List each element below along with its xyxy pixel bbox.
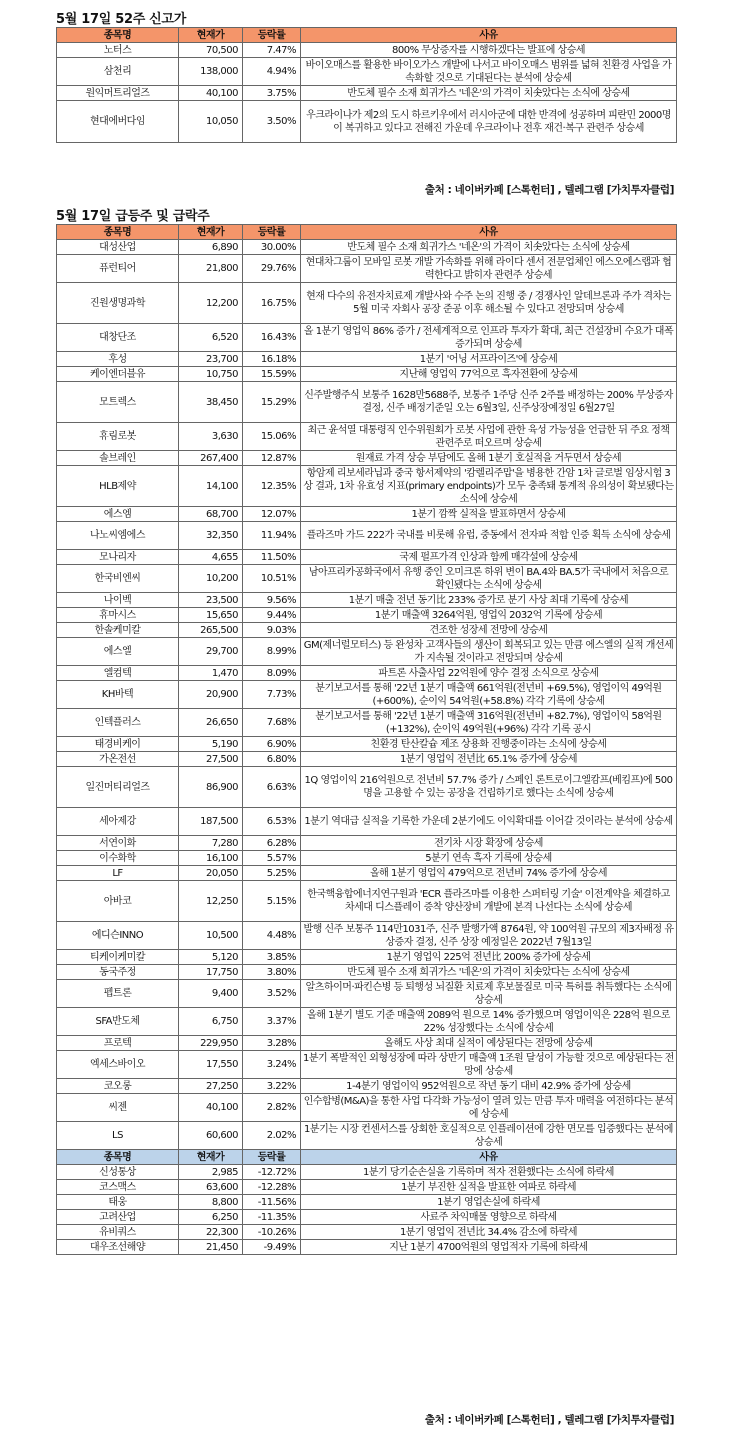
reason-cell: 반도체 필수 소재 희귀가스 '네온'의 가격이 치솟았다는 소식에 상승세 bbox=[301, 86, 677, 101]
price-cell: 8,800 bbox=[179, 1195, 243, 1210]
change-rate-cell: 8.99% bbox=[243, 638, 301, 666]
table-row bbox=[57, 1122, 677, 1150]
reason-cell: 국제 펄프가격 인상과 함께 매각설에 상승세 bbox=[301, 550, 677, 565]
table-row bbox=[57, 324, 677, 352]
reason-cell: 발행 신주 보통주 114만1031주, 신주 발행가액 8764원, 약 100억원 규모의 제3자배정 유상증자 결정, 신주 상장 예정일은 2022년 7월13일 bbox=[301, 922, 677, 950]
change-rate-cell: 6.63% bbox=[243, 767, 301, 808]
change-rate-cell: 3.24% bbox=[243, 1051, 301, 1079]
price-cell: 138,000 bbox=[179, 58, 243, 86]
reason-cell: 친환경 탄산칼슘 제조 상용화 진행중이라는 소식에 상승세 bbox=[301, 737, 677, 752]
change-rate-cell: 30.00% bbox=[243, 240, 301, 255]
price-cell: 9,400 bbox=[179, 980, 243, 1008]
reason-cell: 1분기 매출 전년 동기比 233% 증가로 분기 사상 최대 기록에 상승세 bbox=[301, 593, 677, 608]
stock-name-cell: 휴마시스 bbox=[57, 608, 179, 623]
price-cell: 7,280 bbox=[179, 836, 243, 851]
price-cell: 40,100 bbox=[179, 1094, 243, 1122]
price-cell: 70,500 bbox=[179, 43, 243, 58]
stock-name-cell: 한국비엔씨 bbox=[57, 565, 179, 593]
stock-name-cell: 인텍플러스 bbox=[57, 709, 179, 737]
reason-cell: 올해도 사상 최대 실적이 예상된다는 전망에 상승세 bbox=[301, 1036, 677, 1051]
table-row bbox=[57, 86, 677, 101]
reason-cell: 현재 다수의 유전자치료제 개발사와 수주 논의 진행 중 / 경쟁사인 알데브론과 주가 격차는 5월 미국 자회사 공장 준공 이후 해소될 수 있다고 전망되며 상승세 bbox=[301, 283, 677, 324]
reason-cell: 알츠하이머·파킨슨병 등 퇴행성 뇌질환 치료제 후보물질로 미국 특허를 취득했다는 소식에 상승세 bbox=[301, 980, 677, 1008]
reason-cell: 우크라이나가 제2의 도시 하르키우에서 러시아군에 대한 반격에 성공하며 피란민 2000명이 복귀하고 있다고 전해진 가운데 우크라이나 전후 재건·복구 관련주 상승세 bbox=[301, 101, 677, 143]
price-cell: 60,600 bbox=[179, 1122, 243, 1150]
reason-cell: 반도체 필수 소재 희귀가스 '네온'의 가격이 치솟았다는 소식에 상승세 bbox=[301, 240, 677, 255]
header-stock-name: 종목명 bbox=[57, 225, 179, 240]
change-rate-cell: 3.85% bbox=[243, 950, 301, 965]
stock-name-cell: 씨젠 bbox=[57, 1094, 179, 1122]
reason-cell: 1분기 영업손실에 하락세 bbox=[301, 1195, 677, 1210]
price-cell: 10,500 bbox=[179, 922, 243, 950]
stock-name-cell: 솔브레인 bbox=[57, 451, 179, 466]
reason-cell: 1Q 영업이익 216억원으로 전년비 57.7% 증가 / 스페인 론트로이그엘캄프(베킴프)에 500명을 고용할 수 있는 공장을 건립하기로 했다는 소식에 상승세 bbox=[301, 767, 677, 808]
reason-cell: 1분기 영업익 225억 전년比 200% 증가에 상승세 bbox=[301, 950, 677, 965]
price-cell: 26,650 bbox=[179, 709, 243, 737]
price-cell: 21,800 bbox=[179, 255, 243, 283]
change-rate-cell: 3.75% bbox=[243, 86, 301, 101]
price-cell: 21,450 bbox=[179, 1240, 243, 1255]
reason-cell: 파트론 사출사업 22억원에 양수 결정 소식으로 상승세 bbox=[301, 666, 677, 681]
price-cell: 10,200 bbox=[179, 565, 243, 593]
reason-cell: 바이오매스를 활용한 바이오가스 개발에 나서고 바이오매스 범위를 넓혀 친환경 사업을 가속화할 것으로 기대된다는 분석에 상승세 bbox=[301, 58, 677, 86]
change-rate-cell: 5.57% bbox=[243, 851, 301, 866]
table-row bbox=[57, 1195, 677, 1210]
change-rate-cell: -11.56% bbox=[243, 1195, 301, 1210]
change-rate-cell: 12.87% bbox=[243, 451, 301, 466]
stock-name-cell: 노터스 bbox=[57, 43, 179, 58]
reason-cell: 분기보고서를 통해 '22년 1분기 매출액 316억원(전년비 +82.7%), 영업이익 58억원(+132%), 순이익 49억원(+96%) 각각 기록 공시 bbox=[301, 709, 677, 737]
table-row bbox=[57, 980, 677, 1008]
table-row bbox=[57, 466, 677, 507]
change-rate-cell: -12.72% bbox=[243, 1165, 301, 1180]
reason-cell: 1분기 '어닝 서프라이즈'에 상승세 bbox=[301, 352, 677, 367]
reason-cell: 한국핵융합에너지연구원과 'ECR 플라즈마를 이용한 스퍼터링 기술' 이전계약을 체결하고 차세대 디스플레이 증착 양산장비 개발에 본격 나선다는 소식에 상승세 bbox=[301, 881, 677, 922]
table-row bbox=[57, 550, 677, 565]
stock-name-cell: 프로텍 bbox=[57, 1036, 179, 1051]
table-row bbox=[57, 255, 677, 283]
price-cell: 267,400 bbox=[179, 451, 243, 466]
table-row bbox=[57, 851, 677, 866]
change-rate-cell: 3.52% bbox=[243, 980, 301, 1008]
reason-cell: 인수합병(M&A)을 통한 사업 다각화 가능성이 열려 있는 만큼 투자 매력을 여전하다는 분석에 상승세 bbox=[301, 1094, 677, 1122]
change-rate-cell: 29.76% bbox=[243, 255, 301, 283]
table-row bbox=[57, 423, 677, 451]
table-row bbox=[57, 1036, 677, 1051]
price-cell: 20,900 bbox=[179, 681, 243, 709]
change-rate-cell: 4.48% bbox=[243, 922, 301, 950]
price-cell: 32,350 bbox=[179, 522, 243, 550]
table-row bbox=[57, 836, 677, 851]
table-row bbox=[57, 1210, 677, 1225]
change-rate-cell: 12.07% bbox=[243, 507, 301, 522]
reason-cell: GM(제너럴모터스) 등 완성차 고객사들의 생산이 회복되고 있는 만큼 에스엘의 실적 개선세가 지속될 것이라고 전망되며 상승세 bbox=[301, 638, 677, 666]
section1-source: 출처 : 네이버카페 [스톡헌터] , 텔레그램 [가치투자클럽] bbox=[424, 184, 674, 196]
stock-name-cell: 엘컴텍 bbox=[57, 666, 179, 681]
price-cell: 86,900 bbox=[179, 767, 243, 808]
header-reason: 사유 bbox=[301, 225, 677, 240]
price-cell: 17,550 bbox=[179, 1051, 243, 1079]
price-cell: 6,750 bbox=[179, 1008, 243, 1036]
table-row bbox=[57, 638, 677, 666]
reason-cell: 1분기 영업익 전년比 34.4% 감소에 하락세 bbox=[301, 1225, 677, 1240]
change-rate-cell: -10.26% bbox=[243, 1225, 301, 1240]
stock-name-cell: 나이벡 bbox=[57, 593, 179, 608]
table-row bbox=[57, 507, 677, 522]
stock-name-cell: 동국주정 bbox=[57, 965, 179, 980]
table-row bbox=[57, 451, 677, 466]
table-row bbox=[57, 950, 677, 965]
table-row bbox=[57, 965, 677, 980]
change-rate-cell: 7.73% bbox=[243, 681, 301, 709]
price-cell: 1,470 bbox=[179, 666, 243, 681]
table-row bbox=[57, 1225, 677, 1240]
price-cell: 10,050 bbox=[179, 101, 243, 143]
reason-cell: 1분기 부진한 실적을 발표한 여파로 하락세 bbox=[301, 1180, 677, 1195]
stock-name-cell: 대창단조 bbox=[57, 324, 179, 352]
table-row bbox=[57, 666, 677, 681]
section2-source: 출처 : 네이버카페 [스톡헌터] , 텔레그램 [가치투자클럽] bbox=[424, 1414, 674, 1426]
change-rate-cell: 10.51% bbox=[243, 565, 301, 593]
stock-name-cell: LS bbox=[57, 1122, 179, 1150]
change-rate-cell: 3.28% bbox=[243, 1036, 301, 1051]
reason-cell: 반도체 필수 소재 희귀가스 '네온'의 가격이 치솟았다는 소식에 상승세 bbox=[301, 965, 677, 980]
price-cell: 2,985 bbox=[179, 1165, 243, 1180]
stock-name-cell: 현대에버다임 bbox=[57, 101, 179, 143]
table-row bbox=[57, 101, 677, 143]
stock-name-cell: 에디슨INNO bbox=[57, 922, 179, 950]
table-row bbox=[57, 352, 677, 367]
new-high-table bbox=[56, 27, 677, 143]
header-reason: 사유 bbox=[301, 28, 677, 43]
reason-cell: 1분기 당기순손실을 기록하며 적자 전환했다는 소식에 하락세 bbox=[301, 1165, 677, 1180]
table-row bbox=[57, 681, 677, 709]
stock-name-cell: 아바코 bbox=[57, 881, 179, 922]
stock-name-cell: 이수화학 bbox=[57, 851, 179, 866]
table-row bbox=[57, 866, 677, 881]
change-rate-cell: 16.43% bbox=[243, 324, 301, 352]
header-change-rate: 등락률 bbox=[243, 28, 301, 43]
stock-name-cell: 유비쿼스 bbox=[57, 1225, 179, 1240]
table-row bbox=[57, 1051, 677, 1079]
table-row bbox=[57, 522, 677, 550]
table-row bbox=[57, 808, 677, 836]
table-row bbox=[57, 1094, 677, 1122]
stock-name-cell: 태웅 bbox=[57, 1195, 179, 1210]
reason-cell: 1분기 매출액 3264억원, 영업익 2032억 기록에 상승세 bbox=[301, 608, 677, 623]
stock-name-cell: 종목명 bbox=[57, 1150, 179, 1165]
change-rate-cell: -12.28% bbox=[243, 1180, 301, 1195]
price-cell: 3,630 bbox=[179, 423, 243, 451]
surge-plunge-table bbox=[56, 224, 677, 1255]
table-row bbox=[57, 1165, 677, 1180]
reason-cell: 1분기 폭발적인 외형성장에 따라 상반기 매출액 1조원 달성이 가능할 것으로 예상된다는 전망에 상승세 bbox=[301, 1051, 677, 1079]
reason-cell: 1분기 역대급 실적을 기록한 가운데 2분기에도 이익확대를 이어갈 것이라는 분석에 상승세 bbox=[301, 808, 677, 836]
stock-name-cell: 에스엘 bbox=[57, 638, 179, 666]
stock-name-cell: 티케이케미칼 bbox=[57, 950, 179, 965]
stock-name-cell: 진원생명과학 bbox=[57, 283, 179, 324]
reason-cell: 지난해 영업익 77억으로 흑자전환에 상승세 bbox=[301, 367, 677, 382]
change-rate-cell: 5.25% bbox=[243, 866, 301, 881]
stock-name-cell: 에스엠 bbox=[57, 507, 179, 522]
change-rate-cell: 9.44% bbox=[243, 608, 301, 623]
stock-name-cell: LF bbox=[57, 866, 179, 881]
change-rate-cell: 7.68% bbox=[243, 709, 301, 737]
reason-cell: 800% 무상증자를 시행하겠다는 발표에 상승세 bbox=[301, 43, 677, 58]
table-row bbox=[57, 367, 677, 382]
table-row bbox=[57, 240, 677, 255]
reason-cell: 올 1분기 영업익 86% 증가 / 전세계적으로 인프라 투자가 확대, 최근 건설장비 수요가 대폭 증가되며 상승세 bbox=[301, 324, 677, 352]
table-row bbox=[57, 922, 677, 950]
change-rate-cell: 3.22% bbox=[243, 1079, 301, 1094]
table-row bbox=[57, 623, 677, 638]
stock-name-cell: 케이엔더블유 bbox=[57, 367, 179, 382]
stock-name-cell: 퓨런티어 bbox=[57, 255, 179, 283]
change-rate-cell: 7.47% bbox=[243, 43, 301, 58]
stock-name-cell: KH바텍 bbox=[57, 681, 179, 709]
reason-cell: 최근 윤석열 대통령직 인수위원회가 로봇 사업에 관한 육성 가능성을 언급한 뒤 주요 정책 관련주로 떠오르며 상승세 bbox=[301, 423, 677, 451]
price-cell: 6,520 bbox=[179, 324, 243, 352]
price-cell: 20,050 bbox=[179, 866, 243, 881]
change-rate-cell: 9.56% bbox=[243, 593, 301, 608]
table-row bbox=[57, 382, 677, 423]
change-rate-cell: 등락률 bbox=[243, 1150, 301, 1165]
reason-cell: 올해 1분기 영업익 479억으로 전년비 74% 증가에 상승세 bbox=[301, 866, 677, 881]
stock-name-cell: SFA반도체 bbox=[57, 1008, 179, 1036]
table-row bbox=[57, 737, 677, 752]
stock-name-cell: 코스맥스 bbox=[57, 1180, 179, 1195]
stock-name-cell: 엑세스바이오 bbox=[57, 1051, 179, 1079]
change-rate-cell: 8.09% bbox=[243, 666, 301, 681]
header-change-rate: 등락률 bbox=[243, 225, 301, 240]
change-rate-cell: 3.50% bbox=[243, 101, 301, 143]
table-row bbox=[57, 565, 677, 593]
stock-name-cell: 원익머트리얼즈 bbox=[57, 86, 179, 101]
change-rate-cell: 2.82% bbox=[243, 1094, 301, 1122]
section1-title: 5월 17일 52주 신고가 bbox=[56, 12, 186, 27]
stock-name-cell: 삼천리 bbox=[57, 58, 179, 86]
price-cell: 63,600 bbox=[179, 1180, 243, 1195]
table-row bbox=[57, 1150, 677, 1165]
change-rate-cell: 11.94% bbox=[243, 522, 301, 550]
reason-cell: 1분기 깜짝 실적을 발표하면서 상승세 bbox=[301, 507, 677, 522]
reason-cell: 분기보고서를 통해 '22년 1분기 매출액 661억원(전년비 +69.5%), 영업이익 49억원(+600%), 순이익 54억원(+58.8%) 각각 기록에 상승세 bbox=[301, 681, 677, 709]
price-cell: 6,890 bbox=[179, 240, 243, 255]
price-cell: 6,250 bbox=[179, 1210, 243, 1225]
reason-cell: 1분기는 시장 컨센서스를 상회한 호실적으로 인플레이션에 강한 면모를 입증했다는 분석에 상승세 bbox=[301, 1122, 677, 1150]
price-cell: 15,650 bbox=[179, 608, 243, 623]
change-rate-cell: 11.50% bbox=[243, 550, 301, 565]
table-row bbox=[57, 58, 677, 86]
table-row bbox=[57, 709, 677, 737]
change-rate-cell: 5.15% bbox=[243, 881, 301, 922]
table-row bbox=[57, 593, 677, 608]
reason-cell: 지난 1분기 4700억원의 영업적자 기록에 하락세 bbox=[301, 1240, 677, 1255]
stock-name-cell: HLB제약 bbox=[57, 466, 179, 507]
reason-cell: 사유 bbox=[301, 1150, 677, 1165]
stock-name-cell: 신성통상 bbox=[57, 1165, 179, 1180]
section2-title: 5월 17일 급등주 및 급락주 bbox=[56, 209, 210, 224]
header-price: 현재가 bbox=[179, 28, 243, 43]
price-cell: 40,100 bbox=[179, 86, 243, 101]
stock-name-cell: 가온전선 bbox=[57, 752, 179, 767]
reason-cell: 5분기 연속 흑자 기록에 상승세 bbox=[301, 851, 677, 866]
change-rate-cell: 15.59% bbox=[243, 367, 301, 382]
price-cell: 68,700 bbox=[179, 507, 243, 522]
stock-name-cell: 대우조선해양 bbox=[57, 1240, 179, 1255]
table-row bbox=[57, 608, 677, 623]
price-cell: 265,500 bbox=[179, 623, 243, 638]
stock-name-cell: 펩트론 bbox=[57, 980, 179, 1008]
stock-name-cell: 코오롱 bbox=[57, 1079, 179, 1094]
reason-cell: 항암제 리보세라닙과 중국 항서제약의 '캄렐리주맙'을 병용한 간암 1차 글로벌 임상시험 3상 결과, 1차 유효성 지표(primary endpoints)가 모두 충족돼 통계적 유의성이 확보됐다는 소식에 상승세 bbox=[301, 466, 677, 507]
stock-name-cell: 모트렉스 bbox=[57, 382, 179, 423]
table-row bbox=[57, 43, 677, 58]
price-cell: 12,200 bbox=[179, 283, 243, 324]
change-rate-cell: 6.28% bbox=[243, 836, 301, 851]
change-rate-cell: 3.37% bbox=[243, 1008, 301, 1036]
reason-cell: 남아프리카공화국에서 유행 중인 오미크론 하위 변이 BA.4와 BA.5가 국내에서 처음으로 확인됐다는 소식에 상승세 bbox=[301, 565, 677, 593]
price-cell: 38,450 bbox=[179, 382, 243, 423]
header-stock-name: 종목명 bbox=[57, 28, 179, 43]
stock-name-cell: 서연이화 bbox=[57, 836, 179, 851]
table-row bbox=[57, 283, 677, 324]
price-cell: 229,950 bbox=[179, 1036, 243, 1051]
stock-name-cell: 한솔케미칼 bbox=[57, 623, 179, 638]
price-cell: 27,500 bbox=[179, 752, 243, 767]
change-rate-cell: 2.02% bbox=[243, 1122, 301, 1150]
reason-cell: 1분기 영업익 전년比 65.1% 증가에 상승세 bbox=[301, 752, 677, 767]
change-rate-cell: 16.75% bbox=[243, 283, 301, 324]
reason-cell: 견조한 성장세 전망에 상승세 bbox=[301, 623, 677, 638]
change-rate-cell: -11.35% bbox=[243, 1210, 301, 1225]
stock-name-cell: 나노씨엠에스 bbox=[57, 522, 179, 550]
reason-cell: 전기차 시장 확장에 상승세 bbox=[301, 836, 677, 851]
change-rate-cell: -9.49% bbox=[243, 1240, 301, 1255]
change-rate-cell: 16.18% bbox=[243, 352, 301, 367]
table-row bbox=[57, 767, 677, 808]
table-row bbox=[57, 1008, 677, 1036]
header-price: 현재가 bbox=[179, 225, 243, 240]
stock-name-cell: 휴림로봇 bbox=[57, 423, 179, 451]
price-cell: 12,250 bbox=[179, 881, 243, 922]
price-cell: 5,120 bbox=[179, 950, 243, 965]
reason-cell: 올해 1분기 별도 기준 매출액 2089억 원으로 14% 증가했으며 영업이익은 228억 원으로 22% 성장했다는 소식에 상승세 bbox=[301, 1008, 677, 1036]
price-cell: 23,700 bbox=[179, 352, 243, 367]
stock-name-cell: 고려산업 bbox=[57, 1210, 179, 1225]
stock-name-cell: 일진머티리얼즈 bbox=[57, 767, 179, 808]
table-row bbox=[57, 881, 677, 922]
price-cell: 29,700 bbox=[179, 638, 243, 666]
table-row bbox=[57, 752, 677, 767]
price-cell: 187,500 bbox=[179, 808, 243, 836]
change-rate-cell: 6.90% bbox=[243, 737, 301, 752]
price-cell: 17,750 bbox=[179, 965, 243, 980]
price-cell: 16,100 bbox=[179, 851, 243, 866]
change-rate-cell: 15.06% bbox=[243, 423, 301, 451]
table-row bbox=[57, 1180, 677, 1195]
change-rate-cell: 4.94% bbox=[243, 58, 301, 86]
stock-name-cell: 후성 bbox=[57, 352, 179, 367]
price-cell: 27,250 bbox=[179, 1079, 243, 1094]
change-rate-cell: 15.29% bbox=[243, 382, 301, 423]
reason-cell: 현대차그룹이 모바일 로봇 개발 가속화를 위해 라이다 센서 전문업체인 에스오에스랩과 협력한다고 밝히자 관련주 상승세 bbox=[301, 255, 677, 283]
reason-cell: 신주발행주식 보통주 1628만5688주, 보통주 1주당 신주 2주를 배정하는 200% 무상증자 결정, 신주 배정기준일 오는 6월3일, 신주상장예정일 6월27일 bbox=[301, 382, 677, 423]
price-cell: 22,300 bbox=[179, 1225, 243, 1240]
price-cell: 4,655 bbox=[179, 550, 243, 565]
reason-cell: 플라즈마 가드 222가 국내를 비롯해 유럽, 중동에서 전자파 적합 인증 획득 소식에 상승세 bbox=[301, 522, 677, 550]
price-cell: 현재가 bbox=[179, 1150, 243, 1165]
change-rate-cell: 6.80% bbox=[243, 752, 301, 767]
reason-cell: 원재료 가격 상승 부담에도 올해 1분기 호실적을 거두면서 상승세 bbox=[301, 451, 677, 466]
price-cell: 14,100 bbox=[179, 466, 243, 507]
reason-cell: 1-4분기 영업이익 952억원으로 작년 동기 대비 42.9% 증가에 상승세 bbox=[301, 1079, 677, 1094]
change-rate-cell: 9.03% bbox=[243, 623, 301, 638]
table-row bbox=[57, 1079, 677, 1094]
price-cell: 5,190 bbox=[179, 737, 243, 752]
stock-name-cell: 태경비케이 bbox=[57, 737, 179, 752]
change-rate-cell: 12.35% bbox=[243, 466, 301, 507]
stock-name-cell: 대성산업 bbox=[57, 240, 179, 255]
reason-cell: 사료주 차익매물 영향으로 하락세 bbox=[301, 1210, 677, 1225]
table-row bbox=[57, 1240, 677, 1255]
price-cell: 10,750 bbox=[179, 367, 243, 382]
change-rate-cell: 3.80% bbox=[243, 965, 301, 980]
stock-name-cell: 모나리자 bbox=[57, 550, 179, 565]
change-rate-cell: 6.53% bbox=[243, 808, 301, 836]
stock-name-cell: 세아제강 bbox=[57, 808, 179, 836]
price-cell: 23,500 bbox=[179, 593, 243, 608]
